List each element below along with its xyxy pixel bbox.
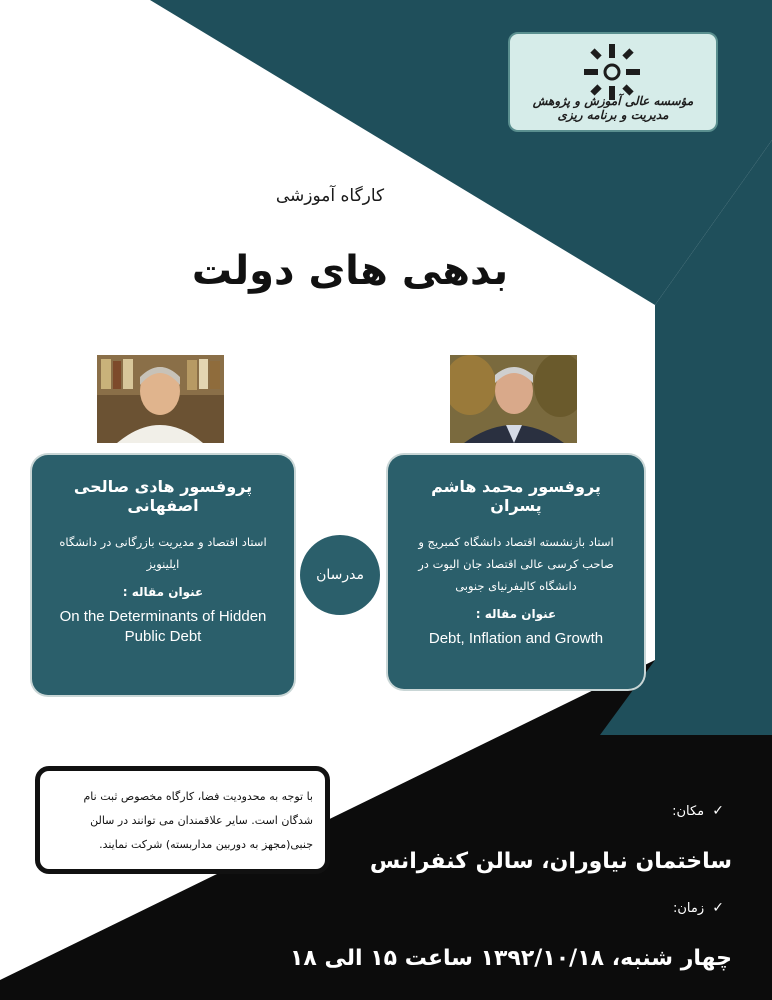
paper-label: عنوان مقاله : [475,607,557,621]
time-label-text: زمان: [672,901,705,916]
institute-logo [508,32,718,132]
checkmark-icon: ✓ [712,900,724,916]
workshop-subtitle: کارگاه آموزشی [275,186,385,206]
institute-emblem-icon [582,42,642,102]
teachers-badge-label: مدرسان [316,567,364,583]
speaker-photo-left [97,355,224,443]
speaker-name: پروفسور محمد هاشم پسران [431,477,601,515]
speaker-photo-right [450,355,577,443]
place-value: ساختمان نیاوران، سالن کنفرانس [369,849,732,874]
notice-box: با توجه به محدودیت فضا، کارگاه مخصوص ثبت نام شدگان است. سایر علاقمندان می توانند در سالن جنبی(مجهز به دوربین مداربسته) شرکت نمایند. [35,766,330,874]
paper-title: On the Determinants of Hidden Public Debt [59,608,267,645]
speaker-name: پروفسور هادی صالحی اصفهانی [73,477,253,515]
paper-label: عنوان مقاله : [122,585,204,599]
speaker-card-right [388,455,644,689]
speaker-card-left [32,455,294,695]
time-label [673,900,724,916]
teachers-badge [300,535,380,615]
institute-name: مؤسسه عالی آموزش و پژوهش مدیریت و برنامه ریزی [532,94,694,122]
paper-title: Debt, Inflation and Growth [428,630,604,647]
speaker-description: استاد اقتصاد و مدیریت بازرگانی در دانشگاه ایلینویز [59,535,267,571]
workshop-title: بدهی های دولت [191,248,509,294]
place-label [672,803,724,819]
checkmark-icon: ✓ [712,803,724,819]
time-value: چهار شنبه، ۱۳۹۲/۱۰/۱۸ ساعت ۱۵ الی ۱۸ [289,946,732,971]
speaker-description: استاد بازنشسته اقتصاد دانشگاه کمبریج و صاحب کرسی عالی اقتصاد جان الیوت در دانشگاه کالیفرنیای جنوبی [418,535,614,593]
place-label-text: مکان: [672,804,705,819]
